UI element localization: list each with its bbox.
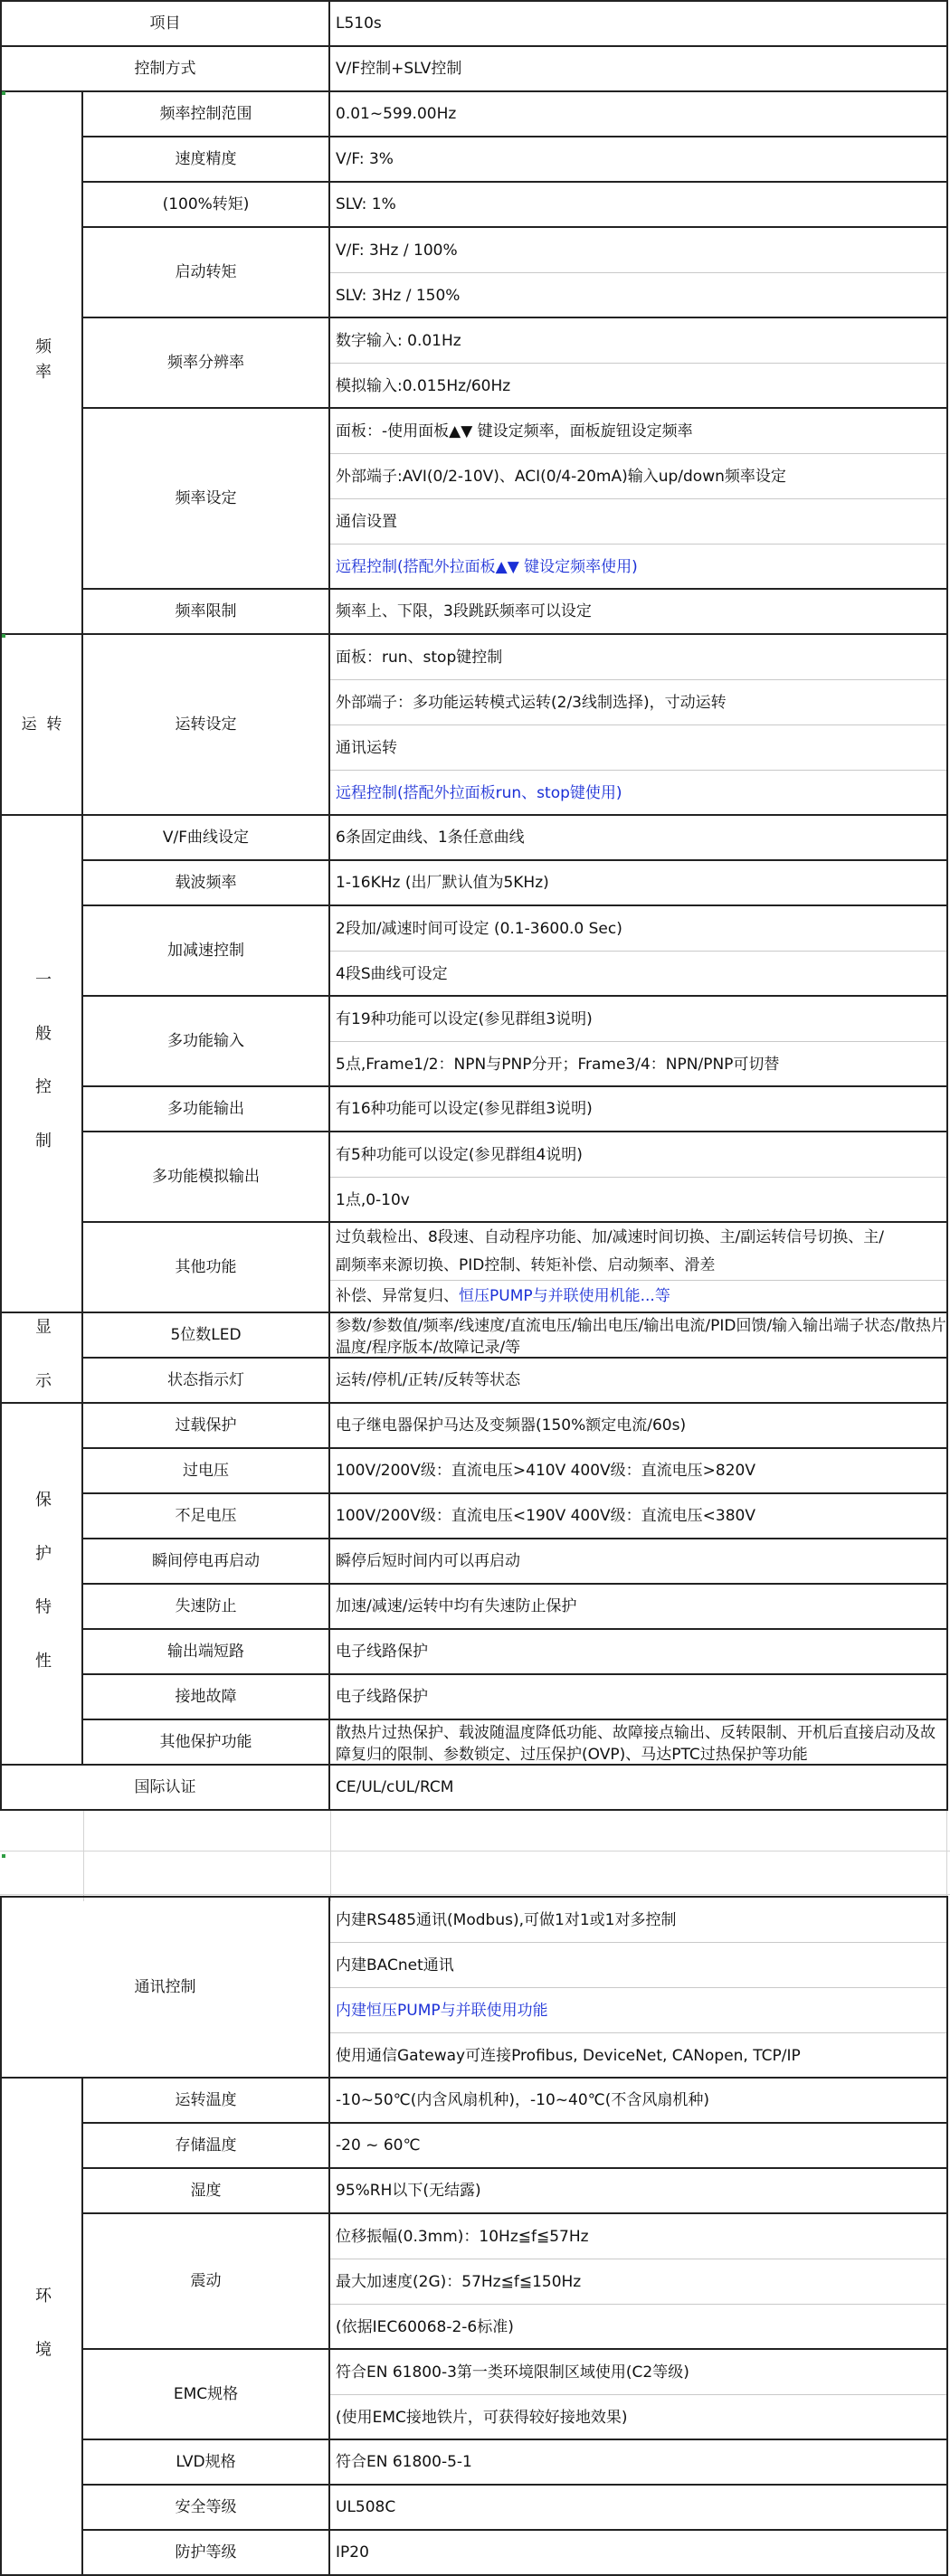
emc-value-2: (使用EMC接地铁片，可获得较好接地效果) <box>336 2409 628 2427</box>
overvoltage-label: 过电压 <box>81 1447 330 1494</box>
storage-temp-value: -20 ~ 60℃ <box>328 2122 948 2169</box>
ground-fault-label: 接地故障 <box>81 1673 330 1720</box>
control-label: 控制方式 <box>0 45 330 92</box>
restart-label: 瞬间停电再启动 <box>81 1538 330 1585</box>
led-label: 5位数LED <box>81 1312 330 1359</box>
category-run: 运 转 <box>0 633 83 816</box>
item-value: L510s <box>328 0 948 47</box>
category-display-label: 显 示 <box>33 1318 52 1397</box>
freq-range-value: 0.01~599.00Hz <box>328 90 948 137</box>
mfi-values <box>328 995 948 1087</box>
other-functions-values <box>328 1221 948 1313</box>
comm-value-2: 内建BACnet通讯 <box>336 1956 454 1975</box>
carrier-value: 1-16KHz (出厂默认值为5KHz) <box>328 859 948 906</box>
status-led-label: 状态指示灯 <box>81 1357 330 1404</box>
ip-value: IP20 <box>328 2529 948 2576</box>
lvd-label: LVD规格 <box>81 2439 330 2486</box>
accel-values <box>328 904 948 997</box>
other-protection-value: 散热片过热保护、载波随温度降低功能、故障接点输出、反转限制、开机后直接启动及故障复归的限制、参数锁定、过压保护(OVP)、马达PTC过热保护等功能 <box>328 1719 948 1766</box>
run-remote: 远程控制(搭配外拉面板run、stop键使用) <box>336 784 622 802</box>
category-general-control <box>0 814 83 1313</box>
category-environment <box>0 2077 83 2576</box>
restart-value: 瞬停后短时间内可以再启动 <box>328 1538 948 1585</box>
category-general-control-label: 一 般 控 制 <box>33 970 52 1158</box>
status-led-value: 运转/停机/正转/反转等状态 <box>328 1357 948 1404</box>
comm-value-4: 使用通信Gateway可连接Profibus, DeviceNet, CANopen, TCP/IP <box>336 2047 801 2065</box>
category-protection-label: 保 护 特 性 <box>33 1490 52 1678</box>
vf-curve-value: 6条固定曲线、1条任意曲线 <box>328 814 948 861</box>
mfo-value: 有16种功能可以设定(参见群组3说明) <box>328 1085 948 1132</box>
vibration-value-3: (依据IEC60068-2-6标准) <box>336 2318 514 2336</box>
mfao-values <box>328 1131 948 1223</box>
freq-setting-comm: 通信设置 <box>336 513 397 531</box>
freq-limit-label: 频率限制 <box>81 588 330 635</box>
accel-value-2: 4段S曲线可设定 <box>336 965 448 983</box>
freq-limit-value: 频率上、下限，3段跳跃频率可以设定 <box>328 588 948 635</box>
emc-label: EMC规格 <box>81 2348 330 2440</box>
humidity-value: 95%RH以下(无结露) <box>328 2167 948 2214</box>
control-value: V/F控制+SLV控制 <box>328 45 948 92</box>
overvoltage-value: 100V/200V级：直流电压>410V 400V级：直流电压>820V <box>328 1447 948 1494</box>
overload-value: 电子继电器保护马达及变频器(150%额定电流/60s) <box>328 1402 948 1449</box>
other-functions-line-2: 副频率来源切换、PID控制、转矩补偿、启动频率、滑差 <box>336 1256 716 1274</box>
start-torque-slv: SLV: 3Hz / 150% <box>336 287 461 305</box>
freq-setting-panel: 面板：-使用面板▲▼ 键设定频率，面板旋钮设定频率 <box>336 422 693 440</box>
vibration-values <box>328 2212 948 2350</box>
freq-resolution-digital: 数字输入: 0.01Hz <box>336 332 461 350</box>
other-functions-label: 其他功能 <box>81 1221 330 1313</box>
led-value: 参数/参数值/频率/线速度/直流电压/输出电压/输出电流/PID回馈/输入输出端子状态/散热片温度/程序版本/故障记录/等 <box>328 1312 948 1359</box>
mfao-value-1: 有5种功能可以设定(参见群组4说明) <box>336 1146 583 1164</box>
freq-setting-remote: 远程控制(搭配外拉面板▲▼ 键设定频率使用) <box>336 558 638 576</box>
comm-control-values <box>328 1896 948 2079</box>
mfao-label: 多功能模拟输出 <box>81 1131 330 1223</box>
run-setting-values <box>328 633 948 816</box>
run-external: 外部端子：多功能运转模式运转(2/3线制选择)，寸动运转 <box>336 694 727 712</box>
certification-label: 国际认证 <box>0 1764 330 1811</box>
freq-setting-label: 频率设定 <box>81 407 330 590</box>
other-protection-label: 其他保护功能 <box>81 1719 330 1766</box>
rated-torque-label: (100%转矩) <box>81 181 330 228</box>
mfi-value-1: 有19种功能可以设定(参见群组3说明) <box>336 1010 593 1028</box>
run-comm: 通讯运转 <box>336 739 397 757</box>
category-environment-label: 环 境 <box>33 2287 52 2366</box>
other-functions-line-3b: 恒压PUMP与并联使用机能...等 <box>459 1287 670 1305</box>
rated-torque-value: SLV: 1% <box>328 181 948 228</box>
speed-accuracy-value: V/F: 3% <box>328 136 948 183</box>
comm-value-1: 内建RS485通讯(Modbus),可做1对1或1对多控制 <box>336 1911 677 1929</box>
category-protection <box>0 1402 83 1766</box>
run-setting-label: 运转设定 <box>81 633 330 816</box>
safety-label: 安全等级 <box>81 2484 330 2531</box>
ip-label: 防护等级 <box>81 2529 330 2576</box>
start-torque-values <box>328 226 948 318</box>
certification-value: CE/UL/cUL/RCM <box>328 1764 948 1811</box>
freq-resolution-values <box>328 317 948 409</box>
stall-label: 失速防止 <box>81 1583 330 1630</box>
other-functions-line-3a: 补偿、异常复归、 <box>336 1287 459 1305</box>
category-display <box>0 1312 83 1404</box>
speed-accuracy-label: 速度精度 <box>81 136 330 183</box>
lvd-value: 符合EN 61800-5-1 <box>328 2439 948 2486</box>
emc-value-1: 符合EN 61800-3第一类环境限制区域使用(C2等级) <box>336 2363 689 2382</box>
carrier-label: 载波频率 <box>81 859 330 906</box>
freq-setting-values <box>328 407 948 590</box>
short-circuit-value: 电子线路保护 <box>328 1628 948 1675</box>
other-functions-line-3 <box>330 1281 946 1312</box>
category-frequency-label: 频率 <box>33 337 52 388</box>
emc-values <box>328 2348 948 2440</box>
mfao-value-2: 1点,0-10v <box>336 1191 410 1209</box>
freq-setting-external: 外部端子:AVI(0/2-10V)、ACI(0/4-20mA)输入up/down频率设定 <box>336 468 786 486</box>
mfo-label: 多功能输出 <box>81 1085 330 1132</box>
vibration-value-2: 最大加速度(2G)：57Hz≦f≦150Hz <box>336 2273 582 2291</box>
start-torque-label: 启动转矩 <box>81 226 330 318</box>
start-torque-vf: V/F: 3Hz / 100% <box>336 242 458 260</box>
storage-temp-label: 存储温度 <box>81 2122 330 2169</box>
humidity-label: 湿度 <box>81 2167 330 2214</box>
category-frequency <box>0 90 83 635</box>
other-functions-line-1: 过负载检出、8段速、自动程序功能、加/减速时间切换、主/副运转信号切换、主/ <box>336 1228 884 1246</box>
freq-range-label: 频率控制范围 <box>81 90 330 137</box>
ground-fault-value: 电子线路保护 <box>328 1673 948 1720</box>
op-temp-label: 运转温度 <box>81 2077 330 2124</box>
mfi-label: 多功能输入 <box>81 995 330 1087</box>
comm-value-3: 内建恒压PUMP与并联使用功能 <box>336 2002 548 2020</box>
mfi-value-2: 5点,Frame1/2：NPN与PNP分开；Frame3/4：NPN/PNP可切替 <box>336 1056 780 1074</box>
freq-resolution-analog: 模拟输入:0.015Hz/60Hz <box>336 377 511 395</box>
undervoltage-value: 100V/200V级：直流电压<190V 400V级：直流电压<380V <box>328 1492 948 1539</box>
accel-label: 加减速控制 <box>81 904 330 997</box>
op-temp-value: -10~50℃(内含风扇机种)，-10~40℃(不含风扇机种) <box>328 2077 948 2124</box>
accel-value-1: 2段加/减速时间可设定 (0.1-3600.0 Sec) <box>336 920 622 938</box>
comm-control-label: 通讯控制 <box>0 1896 330 2079</box>
freq-resolution-label: 频率分辨率 <box>81 317 330 409</box>
run-panel: 面板：run、stop键控制 <box>336 649 503 667</box>
undervoltage-label: 不足电压 <box>81 1492 330 1539</box>
safety-value: UL508C <box>328 2484 948 2531</box>
short-circuit-label: 输出端短路 <box>81 1628 330 1675</box>
stall-value: 加速/减速/运转中均有失速防止保护 <box>328 1583 948 1630</box>
vf-curve-label: V/F曲线设定 <box>81 814 330 861</box>
vibration-value-1: 位移振幅(0.3mm)：10Hz≦f≦57Hz <box>336 2228 589 2246</box>
item-label: 项目 <box>0 0 330 47</box>
vibration-label: 震动 <box>81 2212 330 2350</box>
overload-label: 过载保护 <box>81 1402 330 1449</box>
